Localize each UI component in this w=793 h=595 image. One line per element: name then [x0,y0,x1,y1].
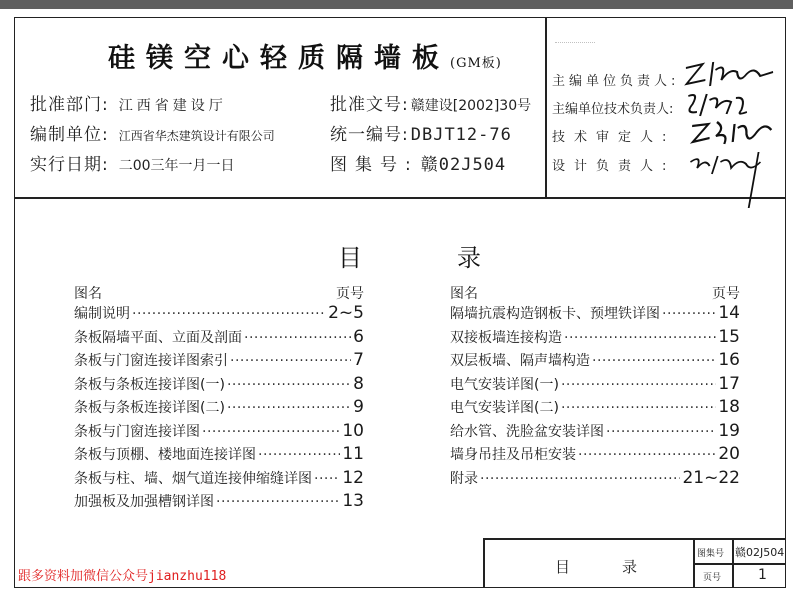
signature-divider [545,17,547,198]
title-block-page-label: 页号 [703,573,722,583]
approval-dept-label: 批准部门: [30,95,109,115]
title-block-label-left: 目 [555,558,571,576]
unified-no-label: 统一编号: [330,125,409,145]
toc-row [74,397,364,421]
toc-row [74,421,364,445]
toc-leader-dots [564,330,716,346]
title-block-atlas-value: 赣02J504 [735,546,785,559]
document-title [108,36,502,75]
signature-stroke-4 [676,150,779,210]
toc-row [74,350,364,374]
approval-dept-value: 江西省建设厅 [118,98,227,114]
toc-row [450,444,740,468]
toc-leader-dots [578,447,716,463]
toc-entry-page: 13 [342,491,364,511]
toc-leader-dots [227,400,351,416]
toc-entry-name: 条板与条板连接详图(二) [74,400,225,416]
toc-row [450,327,740,351]
title-block-row [693,563,786,565]
toc-entry-page: 8 [353,373,364,394]
toc-leader-dots [662,306,716,322]
toc-leader-dots [230,353,351,369]
title-block-label-right: 录 [622,558,638,576]
title-suffix: (GM板) [450,56,502,71]
toc-leader-dots [606,424,716,440]
toc-entry-name: 双层板墙、隔声墙构造 [450,353,590,369]
compiler-label: 编制单位: [30,125,109,145]
toc-entry-name: 墙身吊挂及吊柜安装 [450,447,576,463]
toc-entry-name: 双接板墙连接构造 [450,329,562,346]
toc-row [450,468,740,492]
toc-leader-dots [216,494,340,510]
title-text: 硅镁空心轻质隔墙板 [108,43,450,74]
effective-date [30,150,235,175]
toc-right-header [450,283,740,303]
toc-row [450,397,740,421]
toc-entry-name: 电气安装详图(一) [450,376,559,393]
toc-entry-name: 附录 [450,470,478,487]
approval-number [330,90,531,115]
approval-dept [30,90,227,115]
toc-entry-name: 条板与条板连接详图(一) [74,376,225,393]
signature-3 [680,118,778,154]
toc-leader-dots [258,447,340,463]
toc-leader-dots [561,400,716,416]
toc-left-column [74,283,364,515]
toc-title-right: 录 [457,244,481,272]
compiler [30,120,275,145]
toc-right-list [450,303,740,491]
toc-row [450,421,740,445]
signature-stroke-1 [677,58,779,90]
tech-reviewer: 技术审定人: [552,130,676,145]
toc-title-left: 目 [338,244,362,272]
toc-entry-page: 10 [342,420,364,441]
col-page-header: 页号 [336,286,364,302]
atlas-no-label: 图集号: [330,155,419,175]
toc-left-header [74,283,364,303]
toc-row [450,350,740,374]
compiler-value: 江西省华杰建筑设计有限公司 [118,129,275,143]
toc-row [74,491,364,515]
toc-leader-dots [592,353,716,369]
toc-right-column [450,283,740,491]
toc-entry-page: 6 [353,326,364,347]
col-name-header: 图名 [74,286,102,302]
toc-row [450,303,740,327]
toc-entry-page: 16 [718,350,740,370]
header-divider [14,197,786,199]
toc-leader-dots [244,330,351,346]
design-lead: 设计负责人: [552,159,676,174]
toc-entry-page: 7 [353,350,364,370]
unified-no-value: DBJT12-76 [410,125,512,145]
chief-unit-head: 主编单位负责人: [552,74,680,89]
title-block-atlas-label: 图集号 [697,549,725,559]
toc-entry-name: 电气安装详图(二) [450,400,559,416]
toc-entry-page: 21~22 [682,467,740,488]
approval-no-value: 赣建设[2002]30号 [410,98,532,114]
toc-row [74,374,364,398]
toc-leader-dots [480,471,680,487]
toc-left-list [74,303,364,515]
toc-entry-page: 20 [718,444,740,464]
signature-stroke-2 [680,90,756,118]
toc-row [74,468,364,492]
top-bar [0,0,793,9]
signature-stroke-3 [681,118,777,148]
toc-entry-page: 18 [718,397,740,417]
toc-entry-page: 12 [342,467,364,488]
toc-entry-page: 15 [718,326,740,347]
toc-row [450,374,740,398]
effective-value: 二00三年一月一日 [118,158,235,174]
toc-entry-name: 条板与柱、墙、烟气道连接伸缩缝详图 [74,470,312,487]
watermark-text: 跟多资料加微信公众号jianzhu118 [18,569,227,584]
toc-entry-page: 14 [718,303,740,323]
toc-leader-dots [561,377,716,393]
toc-entry-name: 条板与门窗连接详图 [74,423,200,440]
toc-entry-name: 条板隔墙平面、立面及剖面 [74,329,242,346]
toc-leader-dots [227,377,351,393]
toc-leader-dots [202,424,340,440]
toc-entry-page: 19 [718,420,740,441]
atlas-no-value: 赣02J504 [420,155,507,175]
toc-leader-dots [314,471,340,487]
col-page-header: 页号 [712,286,740,302]
scan-smudge [555,42,595,55]
approval-no-label: 批准文号: [330,95,409,115]
toc-row [74,444,364,468]
toc-entry-name: 隔墙抗震构造钢板卡、预埋铁详图 [450,306,660,322]
col-name-header: 图名 [450,286,478,302]
toc-entry-name: 条板与顶棚、楼地面连接详图 [74,447,256,463]
toc-entry-page: 11 [342,444,364,464]
signature-4 [675,150,779,216]
title-block-left [483,538,485,588]
toc-entry-name: 条板与门窗连接详图索引 [74,353,228,369]
toc-entry-name: 编制说明 [74,306,130,322]
toc-entry-page: 17 [718,373,740,394]
chief-tech-head: 主编单位技术负责人: [552,102,674,117]
toc-entry-name: 加强板及加强槽钢详图 [74,494,214,510]
toc-entry-page: 9 [353,397,364,417]
toc-row [74,327,364,351]
toc-entry-page: 2~5 [328,303,364,323]
toc-entry-name: 给水管、洗脸盆安装详图 [450,423,604,440]
title-block-page-value: 1 [758,567,767,583]
toc-leader-dots [132,306,326,322]
title-block-top [483,538,786,540]
toc-row [74,303,364,327]
effective-label: 实行日期: [30,155,109,175]
unified-number [330,120,512,145]
atlas-number [330,150,506,175]
